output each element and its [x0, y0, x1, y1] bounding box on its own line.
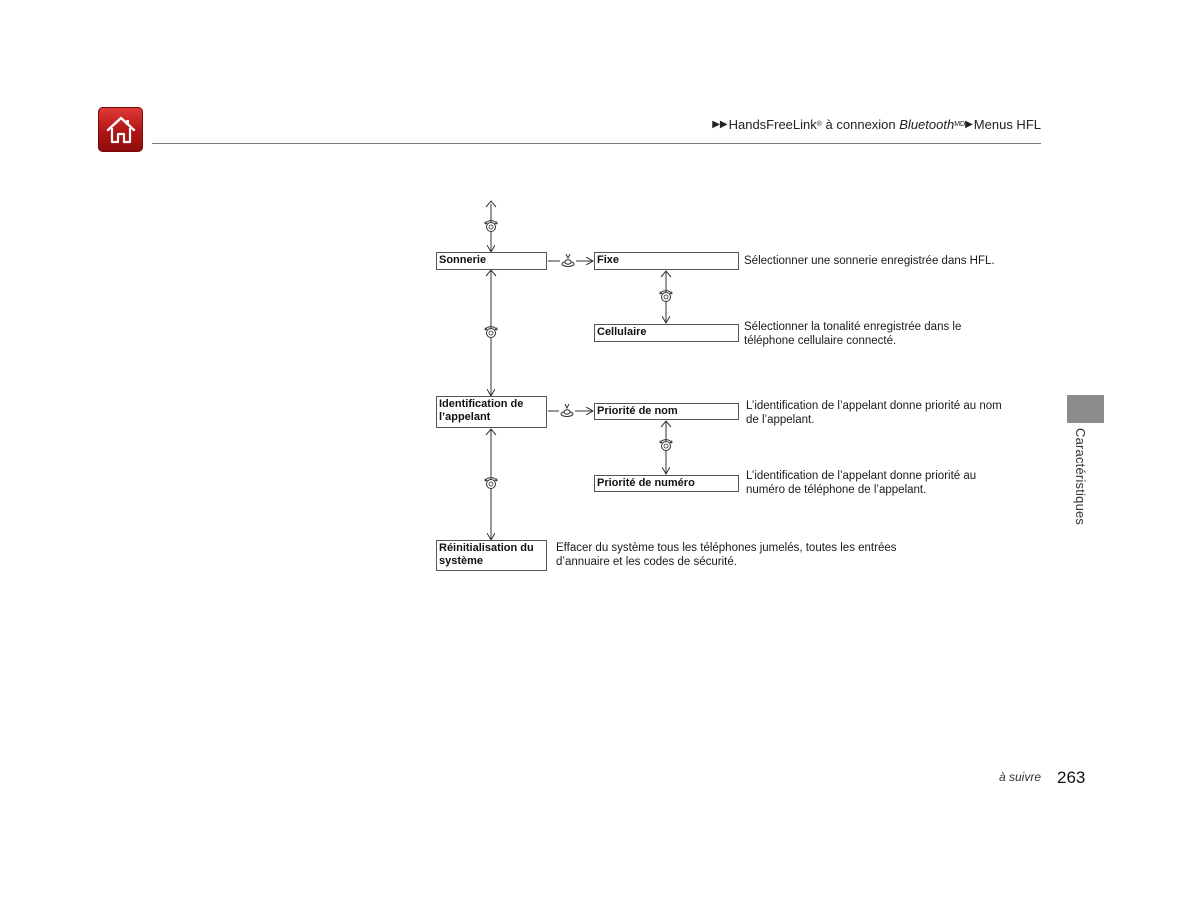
rotate-knob-icon: [485, 327, 497, 338]
rotate-connector-fixe: [660, 271, 672, 323]
menu-box-cellulaire: [594, 324, 739, 342]
rotate-connector-1: [485, 270, 497, 396]
rotate-connector-2: [485, 429, 497, 540]
reinit-description-line2: d’annuaire et les codes de sécurité.: [556, 556, 737, 568]
priorite-nom-description: [746, 399, 1002, 427]
rotate-connector-top: [485, 201, 497, 252]
identification-label-line1: Identification de: [439, 398, 524, 410]
cellulaire-label: Cellulaire: [597, 326, 647, 338]
breadcrumb-arrow-icon: ▶: [965, 119, 973, 130]
priorite-nom-label: Priorité de nom: [597, 405, 678, 417]
breadcrumb-part3[interactable]: Menus HFL: [973, 117, 1041, 132]
press-connector-sonnerie: [548, 252, 593, 268]
menu-box-priorite-numero: [594, 475, 739, 492]
priorite-nom-description-line1: L’identification de l’appelant donne priorité au nom: [746, 400, 1002, 412]
rotate-knob-icon: [485, 221, 497, 232]
reinit-label-line1: Réinitialisation du: [439, 542, 534, 554]
menu-box-fixe: [594, 252, 739, 270]
reinit-label-line2: système: [439, 555, 484, 567]
menu-box-reinitialisation: [436, 540, 547, 571]
fixe-description: [744, 254, 995, 268]
breadcrumb-arrow-icon: ▶▶: [712, 119, 728, 130]
breadcrumb-part1[interactable]: HandsFreeLink: [728, 117, 817, 132]
side-tab-label: Caractéristiques: [1073, 428, 1088, 526]
fixe-label: Fixe: [597, 254, 620, 266]
menu-box-priorite-nom: [594, 403, 739, 420]
cellulaire-description-line1: Sélectionner la tonalité enregistrée dans le: [744, 321, 962, 333]
registered-mark: ®: [816, 121, 822, 128]
sonnerie-label: Sonnerie: [439, 254, 487, 266]
priorite-numero-description-line1: L’identification de l’appelant donne priorité au: [746, 470, 977, 482]
priorite-numero-description-line2: numéro de téléphone de l’appelant.: [746, 484, 927, 496]
press-connector-identification: [548, 402, 593, 418]
rotate-connector-priorite: [660, 421, 672, 474]
priorite-numero-description: [746, 469, 976, 497]
priorite-nom-description-line2: de l’appelant.: [746, 414, 815, 426]
breadcrumb-bluetooth: Bluetooth: [899, 117, 955, 132]
cellulaire-description-line2: téléphone cellulaire connecté.: [744, 335, 897, 347]
fixe-description-text: Sélectionner une sonnerie enregistrée dans HFL.: [744, 255, 995, 267]
md-mark: MD: [954, 121, 966, 128]
cellulaire-description: [744, 320, 961, 348]
continue-label[interactable]: à suivre: [999, 770, 1042, 784]
identification-label-line2: l’appelant: [439, 411, 491, 423]
menu-box-identification: [436, 396, 547, 428]
reinit-description: [556, 541, 897, 569]
page-number: 263: [1057, 768, 1086, 787]
rotate-knob-icon: [660, 440, 672, 451]
reinit-description-line1: Effacer du système tous les téléphones jumelés, toutes les entrées: [556, 542, 897, 554]
rotate-knob-icon: [485, 478, 497, 489]
menu-box-sonnerie: [436, 252, 547, 270]
breadcrumb-part2: à connexion: [821, 117, 900, 132]
priorite-numero-label: Priorité de numéro: [597, 477, 695, 489]
rotate-knob-icon: [660, 291, 672, 302]
